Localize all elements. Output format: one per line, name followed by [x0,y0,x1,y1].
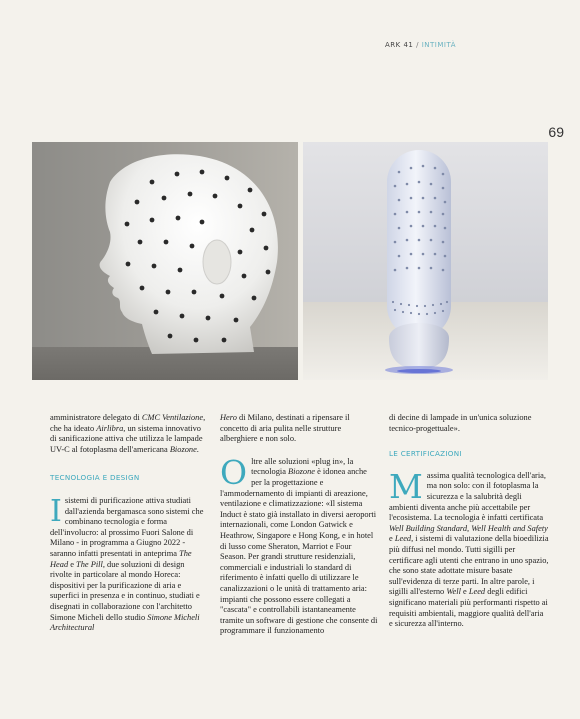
paragraph: amministratore delegato di CMC Ventilazione, che ha ideato Airlibra, un sistema innovativo di sanificazione attiva che utilizza le lampade UV-C al fotoplasma dell'americana Biozone. [50,413,206,454]
photo-the-pill [303,142,548,380]
running-header [385,41,456,49]
photo-the-head [32,142,298,380]
paragraph: Hero di Milano, destinati a ripensare il concetto di aria pulita nelle strutture alberghiere e non solo. [220,413,350,444]
the-pill-illustration [303,142,548,380]
header-separator: / [416,41,419,49]
paragraph: I sistemi di purificazione attiva studiati dall'azienda bergamasca sono sistemi che combinano tecnologia e forma dell'involucro: al prossimo Fuori Salone di Milano - in programma a Giugno 2022 - saranno infatti presentati in anteprima The Head e The Pill, due soluzioni di design rivolte in particolare al mondo Horeca: dispositivi per la purificazione di aria e superfici in presenza e in continuo, studiati e disegnati in collaborazione con l'architetto Simone Micheli dello studio Simone Micheli Architectural [50,493,204,633]
text-column-1 [50,413,208,634]
drop-cap: I [50,493,62,529]
drop-cap: M [389,466,423,506]
paragraph: di decine di lampade in un'unica soluzione tecnico-progettuale». [389,413,532,433]
page-number: 69 [548,124,564,140]
section-subhead-design: TECNOLOGIA E DESIGN [50,473,140,483]
the-head-illustration [32,142,298,380]
text-column-3 [389,413,549,630]
section-subhead-certifications: LE CERTIFICAZIONI [389,449,462,459]
paragraph: Massima qualità tecnologica dell'aria, ma non solo: con il fotoplasma la sicurezza e la salubrità degli ambienti diventa anche più accettabile per l'ecosistema. La tecnologia è infatti certificata Well Building Standard, Well Health and Safety e Leed, i sistemi di valutazione della bioedilizia più diffusi nel mondo. Tutti sigilli per certificare agli utenti che entrano in uno spazio, che sono state adottate misure basate sull'evidenza di terze parti. In altre parole, i sigilli all'esterno Well e Leed degli edifici significano materiali più performanti rispetto ai requisiti ambientali, maggiore qualità dell'aria e sicurezza all'interno. [389,466,549,629]
paragraph: Oltre alle soluzioni «plug in», la tecnologia Biozone è idonea anche per la progettazione e l'ammodernamento di impianti di areazione, ventilazione e climatizzazione: «Il sistema Induct è stato già installato in diversi aeroporti internazionali, come London Gatwick e Heathrow, Singapore e Hong Kong, e in hotel di lusso come Sheraton, Marriot e Four Season. Per grandi strutture residenziali, commerciali e industriali lo standard di riferimento è infatti quello di utilizzare le canalizzazioni o le unità di trattamento aria: impianti che possono essere collegati a "cascata" e controllabili istantaneamente tramite un software di gestione che consente di programmare il funzionamento [220,452,378,636]
section-name: INTIMITÀ [421,41,456,49]
drop-cap: O [220,452,248,492]
text-column-2 [220,413,378,637]
magazine-issue: ARK 41 [385,41,414,49]
